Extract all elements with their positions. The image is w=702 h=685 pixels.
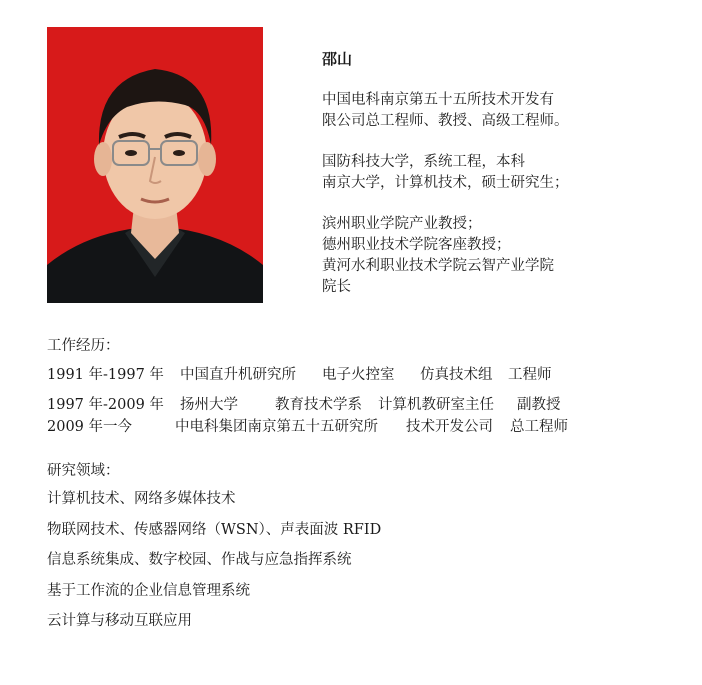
work-group: 计算机教研室主任 — [378, 397, 494, 413]
bio-line: 黄河水利职业技术学院云智产业学院 — [322, 258, 554, 274]
research-item: 基于工作流的企业信息管理系统 — [47, 583, 250, 599]
work-dept: 技术开发公司 — [406, 419, 493, 435]
bio-line: 限公司总工程师、教授、高级工程师。 — [322, 113, 569, 129]
work-entry — [47, 363, 667, 383]
work-title: 副教授 — [517, 397, 561, 413]
bio-line: 德州职业技术学院客座教授； — [322, 237, 511, 253]
work-entry — [47, 415, 667, 435]
work-title: 总工程师 — [510, 419, 568, 435]
bio-line: 滨州职业学院产业教授； — [322, 216, 482, 232]
bio-line: 国防科技大学，系统工程，本科 — [322, 154, 525, 170]
work-org: 扬州大学 — [180, 397, 238, 413]
work-group: 仿真技术组 — [420, 367, 493, 383]
research-item: 物联网技术、传感器网络（WSN）、声表面波 RFID — [47, 522, 382, 538]
work-dept: 教育技术学系 — [275, 397, 362, 413]
work-period: 1997 年-2009 年 — [47, 397, 164, 413]
bio-appointments — [322, 214, 662, 298]
research-item: 信息系统集成、数字校园、作战与应急指挥系统 — [47, 552, 352, 568]
work-dept: 电子火控室 — [322, 367, 395, 383]
work-title: 工程师 — [508, 367, 552, 383]
bio-block — [322, 49, 662, 318]
portrait-illustration — [47, 27, 263, 303]
work-entry — [47, 393, 667, 413]
bio-line: 院长 — [322, 279, 351, 295]
work-period: 1991 年-1997 年 — [47, 367, 164, 383]
person-name: 邵山 — [322, 50, 353, 68]
research-heading: 研究领域： — [47, 463, 120, 479]
work-org: 中国直升机研究所 — [180, 367, 296, 383]
research-item: 计算机技术、网络多媒体技术 — [47, 491, 236, 507]
portrait-photo — [47, 27, 263, 303]
research-item: 云计算与移动互联应用 — [47, 613, 192, 629]
work-heading: 工作经历： — [47, 338, 120, 354]
bio-position — [322, 90, 662, 132]
work-org: 中电科集团南京第五十五研究所 — [175, 419, 378, 435]
work-period: 2009 年一今 — [47, 419, 133, 435]
bio-education — [322, 152, 662, 194]
bio-line: 南京大学，计算机技术，硕士研究生； — [322, 175, 569, 191]
bio-line: 中国电科南京第五十五所技术开发有 — [322, 92, 554, 108]
